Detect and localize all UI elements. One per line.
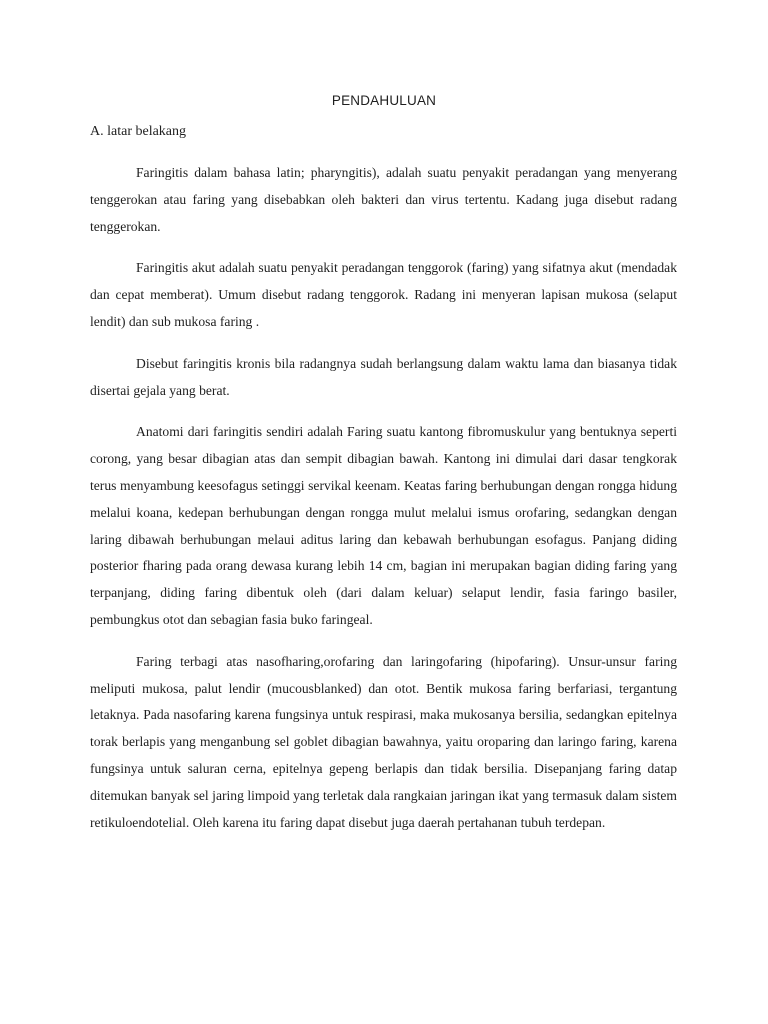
paragraph-1: Faringitis dalam bahasa latin; pharyngitis), adalah suatu penyakit peradangan yang menyerang tenggerokan atau faring yang disebabkan oleh bakteri dan virus tertentu. Kadang juga disebut radang tenggerokan. (90, 165, 677, 234)
section-heading: A. latar belakang (90, 124, 187, 139)
page-title: PENDAHULUAN (331, 93, 437, 108)
document-body (90, 160, 677, 851)
paragraph-4: Anatomi dari faringitis sendiri adalah Faring suatu kantong fibromuskulur yang bentuknya seperti corong, yang besar dibagian atas dan sempit dibagian bawah. Kantong ini dimulai dari dasar tengkorak terus menyambung keesofagus setinggi servikal keenam. Keatas faring berhubungan dengan rongga hidung melalui koana, kedepan berhubungan dengan rongga mulut melalui ismus orofaring, sedangkan dengan laring dibawah berhubungan melaui aditus laring dan kebawah berhubungan esofagus. Panjang diding posterior fharing pada orang dewasa kurang lebih 14 cm, bagian ini merupakan bagian diding faring yang terpanjang, diding faring dibentuk oleh (dari dalam keluar) selaput lendir, fasia faringo basiler, pembungkus otot dan sebagian fasia buko faringeal. (90, 424, 677, 627)
paragraph-2: Faringitis akut adalah suatu penyakit peradangan tenggorok (faring) yang sifatnya akut (mendadak dan cepat memberat). Umum disebut radang tenggorok. Radang ini menyeran lapisan mukosa (selaput lendit) dan sub mukosa faring . (90, 260, 677, 329)
paragraph-3: Disebut faringitis kronis bila radangnya sudah berlangsung dalam waktu lama dan biasanya tidak disertai gejala yang berat. (90, 355, 677, 398)
paragraph-5: Faring terbagi atas nasofharing,orofaring dan laringofaring (hipofaring). Unsur-unsur faring meliputi mukosa, palut lendir (mucousblanked) dan otot. Bentik mukosa faring berfariasi, tergantung letaknya. Pada nasofaring karena fungsinya untuk respirasi, maka mukosanya bersilia, sedangkan epitelnya torak berlapis yang menganbung sel goblet dibagian bawahnya, yaitu oroparing dan laringo faring, karena fungsinya untuk saluran cerna, epitelnya gepeng berlapis dan tidak bersilia. Disepanjang faring datap ditemukan banyak sel jaring limpoid yang terletak dala rangkaian jaringan ikat yang termasuk dalam sistem retikuloendotelial. Oleh karena itu faring dapat disebut juga daerah pertahanan tubuh terdepan. (90, 653, 677, 830)
